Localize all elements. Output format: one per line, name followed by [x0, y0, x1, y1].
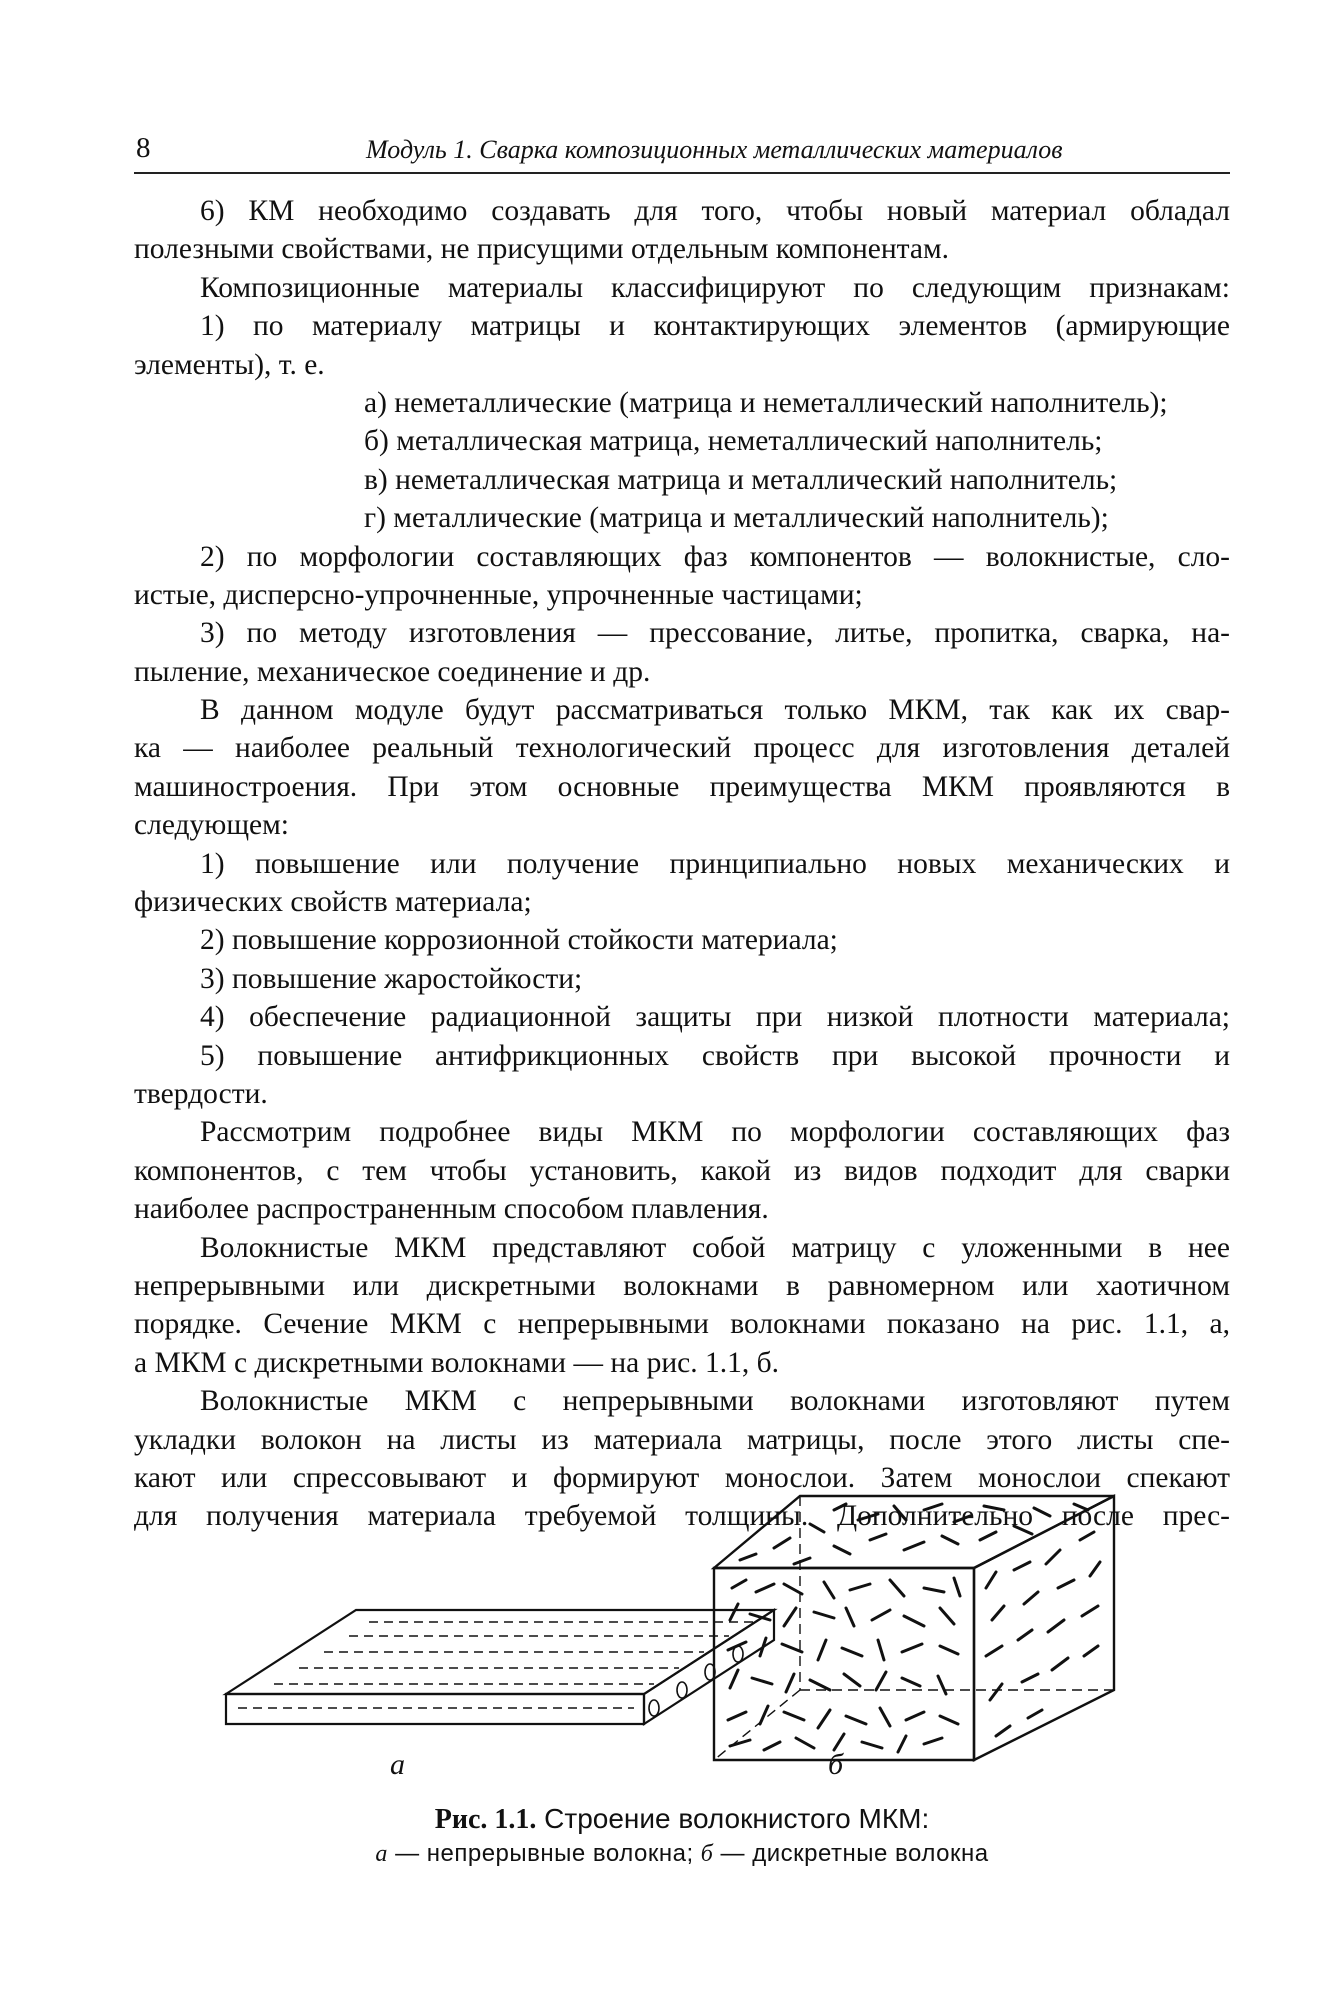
- running-title: Модуль 1. Сварка композиционных металлических материалов: [366, 135, 1063, 164]
- slab-front-face: [226, 1694, 644, 1724]
- text-line: полезными свойствами, не присущими отдельным компонентам.: [134, 233, 950, 266]
- text-line: физических свойств материала;: [134, 886, 532, 919]
- text-line: укладки волокон на листы из материала матрицы, после этого листы спе-: [134, 1423, 1230, 1456]
- text-line: 1) по материалу матрицы и контактирующих элементов (армирующие: [200, 310, 1230, 343]
- body-text: [134, 192, 1230, 1536]
- text-line: в) неметаллическая матрица и металлический наполнитель;: [364, 463, 1118, 496]
- text-line: Композиционные материалы классифицируют по следующим признакам:: [200, 271, 1230, 304]
- block-front-face: [714, 1568, 974, 1760]
- caption-figure-number: Рис. 1.1.: [434, 1804, 537, 1835]
- caption-text: Строение волокнистого МКМ:: [544, 1803, 930, 1834]
- caption-sub-a: а: [375, 1841, 388, 1867]
- text-line: 5) повышение антифрикционных свойств при высокой прочности и: [200, 1039, 1230, 1072]
- text-line: Волокнистые МКМ представляют собой матрицу с уложенными в нее: [200, 1231, 1230, 1264]
- text-line: компонентов, с тем чтобы установить, какой из видов подходит для сварки: [134, 1154, 1230, 1187]
- text-line: 2) по морфологии составляющих фаз компонентов — волокнистые, сло-: [200, 540, 1230, 573]
- caption-legend-line: [134, 1840, 1230, 1868]
- text-line: а) неметаллические (матрица и неметаллический наполнитель);: [364, 386, 1168, 419]
- text-line: непрерывными или дискретными волокнами в равномерном или хаотичном: [134, 1269, 1230, 1302]
- text-line: а МКМ с дискретными волокнами — на рис. 1.1, б.: [134, 1346, 779, 1379]
- page-number: 8: [136, 132, 151, 164]
- block-side-face: [974, 1496, 1114, 1760]
- text-line: б) металлическая матрица, неметаллический наполнитель;: [364, 425, 1103, 458]
- text-line: В данном модуле будут рассматриваться только МКМ, так как их свар-: [200, 694, 1230, 727]
- page-header: [134, 132, 1230, 174]
- figure-label-a: а: [390, 1748, 405, 1781]
- text-line: пыление, механическое соединение и др.: [134, 655, 651, 688]
- figure-caption: [134, 1803, 1230, 1868]
- text-line: 3) повышение жаростойкости;: [200, 962, 583, 995]
- text-line: твердости.: [134, 1077, 268, 1110]
- text-line: кают или спрессовывают и формируют монослои. Затем монослои спекают: [134, 1461, 1230, 1494]
- text-line: элементы), т. е.: [134, 348, 325, 381]
- text-line: 3) по методу изготовления — прессование, литье, пропитка, сварка, на-: [200, 617, 1230, 650]
- text-line: для получения материала требуемой толщины. Дополнительно после прес-: [134, 1500, 1230, 1533]
- discrete-fibers: [728, 1504, 1100, 1752]
- text-line: 4) обеспечение радиационной защиты при низкой плотности материала;: [200, 1001, 1230, 1034]
- text-line: истые, дисперсно-упрочненные, упрочненные частицами;: [134, 578, 863, 611]
- text-line: ка — наиболее реальный технологический процесс для изготовления деталей: [134, 732, 1230, 765]
- text-line: Волокнистые МКМ с непрерывными волокнами изготовляют путем: [200, 1385, 1230, 1418]
- caption-sub-a-text: — непрерывные волокна;: [395, 1840, 694, 1867]
- slab-side-face: [644, 1610, 774, 1724]
- text-line: г) металлические (матрица и металлический наполнитель);: [364, 502, 1109, 535]
- text-line: машиностроения. При этом основные преимущества МКМ проявляются в: [134, 770, 1230, 803]
- text-line: наиболее распространенным способом плавления.: [134, 1193, 769, 1226]
- text-line: Рассмотрим подробнее виды МКМ по морфологии составляющих фаз: [200, 1116, 1230, 1149]
- continuous-fiber-slab: [226, 1610, 774, 1724]
- caption-title-line: [134, 1803, 1230, 1836]
- figure-label-b: б: [828, 1748, 844, 1781]
- caption-sub-b-text: — дискретные волокна: [720, 1840, 989, 1867]
- text-line: порядке. Сечение МКМ с непрерывными волокнами показано на рис. 1.1, а,: [134, 1308, 1230, 1341]
- caption-sub-b: б: [700, 1841, 714, 1867]
- text-line: следующем:: [134, 809, 289, 842]
- text-line: 2) повышение коррозионной стойкости материала;: [200, 924, 838, 957]
- text-line: 6) КМ необходимо создавать для того, чтобы новый материал обладал: [200, 195, 1230, 227]
- text-line: 1) повышение или получение принципиально новых механических и: [200, 847, 1230, 880]
